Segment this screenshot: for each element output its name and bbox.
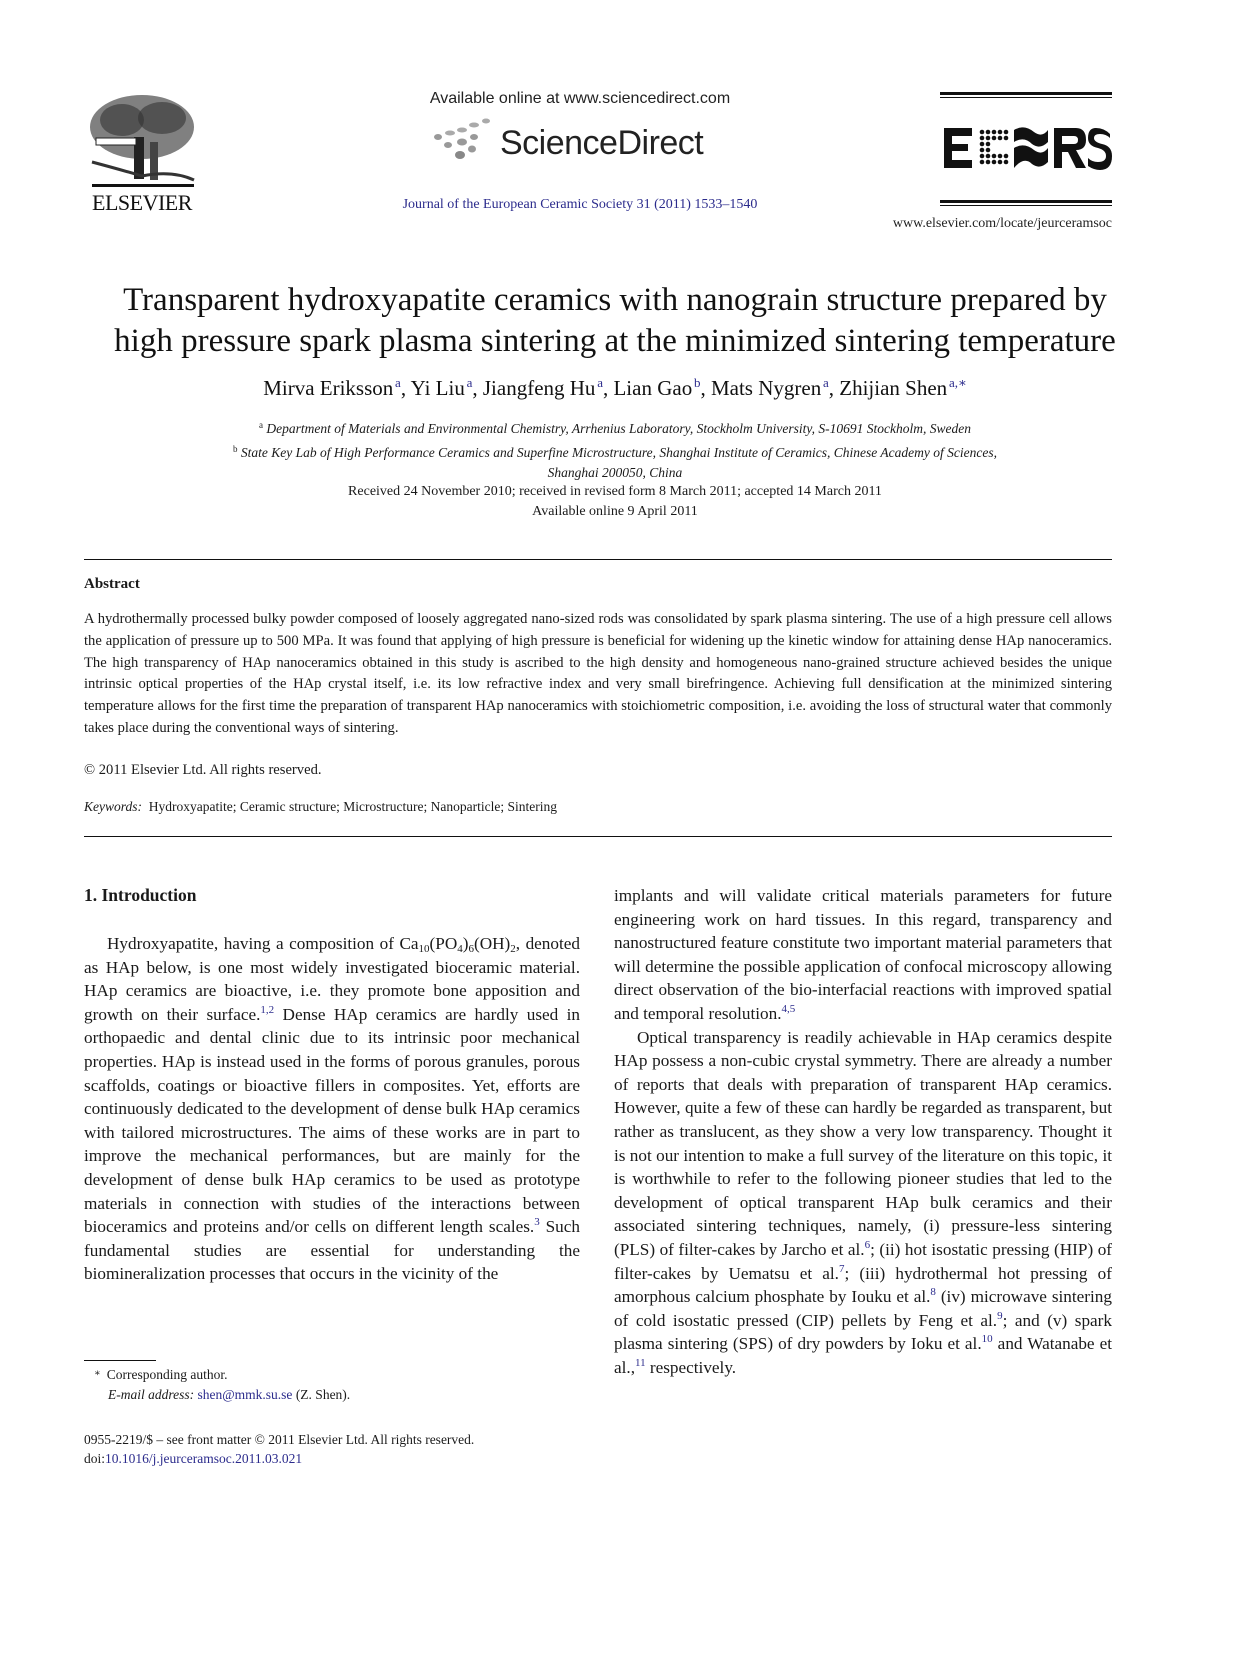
citation-link[interactable]: 6	[864, 1238, 871, 1251]
doi-prefix: doi:	[84, 1451, 106, 1466]
author[interactable]	[711, 376, 829, 400]
citation-link[interactable]: 1,2	[260, 1003, 275, 1016]
author-name: Mats Nygren	[710, 376, 822, 400]
affiliation-mark[interactable]: a	[597, 375, 603, 390]
affiliation-mark[interactable]: b	[693, 375, 701, 390]
email-label: E-mail address:	[108, 1387, 195, 1402]
corresponding-text: Corresponding author.	[106, 1367, 228, 1382]
available-date: Available online 9 April 2011	[532, 504, 698, 519]
right-column	[614, 884, 1112, 1379]
abstract-heading: Abstract	[84, 576, 140, 592]
citation-link[interactable]: 3	[534, 1216, 540, 1229]
ecers-top-rule	[940, 92, 1112, 98]
affiliation-text: State Key Lab of High Performance Ceramics and Superfine Microstructure, Shanghai Institute of Ceramics, Chinese Academy of Sciences,	[240, 445, 997, 460]
journal-citation-link[interactable]: Journal of the European Ceramic Society 31 (2011) 1533–1540	[402, 197, 758, 212]
affiliations	[100, 415, 1130, 483]
issn-line: 0955-2219/$ – see front matter © 2011 Elsevier Ltd. All rights reserved.	[84, 1432, 475, 1447]
email-link[interactable]: shen@mmk.su.se	[197, 1387, 293, 1402]
doi-line	[84, 1451, 302, 1467]
journal-url-link[interactable]: www.elsevier.com/locate/jeurceramsoc	[892, 216, 1112, 231]
affiliation-mark[interactable]: a	[395, 375, 401, 390]
citation-link[interactable]: 11	[635, 1356, 646, 1369]
divider-top	[84, 559, 1112, 560]
intro-paragraph-1: Hydroxyapatite, having a composition of $Ca_{10}(PO_4)_6(OH)_2$, denoted as HAp below, is one most widely investigated bioceramic material. HAp ceramics are bioactive, i.e. they promote bone apposition and growth on their surface.$^{1,2}$ Dense HAp ceramics are hardly used in orthopaedic and dental clinic due to its intrinsic poor mechanical properties. HAp is instead used in the forms of porous granules, porous scaffolds, coatings or bioactive fillers in composites. Yet, efforts are continuously dedicated to the development of dense bulk HAp ceramics with tailored microstructures. The aims of these works are in part to improve the mechanical performances, but are mainly for the development of dense bulk HAp ceramics to be used as prototype materials in connection with studies of the interactions between bioceramics and proteins and/or cells on different length scales.$^3$ Such fundamental studies are essential for understanding the biomineralization processes that occurs in the vicinity of the	[84, 934, 580, 1284]
email-suffix: (Z. Shen).	[292, 1387, 351, 1402]
citation-link[interactable]: 10	[981, 1333, 993, 1346]
keywords-label: Keywords:	[84, 799, 142, 814]
affiliation-mark[interactable]: a	[822, 375, 829, 390]
separator: ,	[828, 376, 840, 400]
author-name: Mirva Eriksson	[263, 376, 394, 400]
author-name: Zhijian Shen	[839, 376, 948, 400]
citation-link[interactable]: 4,5	[781, 1002, 796, 1015]
title-line-1: Transparent hydroxyapatite ceramics with nanograin structure prepared by	[123, 282, 1107, 318]
author-list	[60, 375, 1170, 401]
author[interactable]	[411, 376, 473, 400]
email-note	[108, 1387, 350, 1403]
affiliation-b	[100, 439, 1130, 463]
affiliation-b-cont: Shanghai 200050, China	[547, 465, 683, 480]
author-name: Jiangfeng Hu	[482, 376, 596, 400]
separator: ,	[472, 376, 483, 400]
separator: ,	[400, 376, 411, 400]
corresponding-author-note	[94, 1367, 228, 1383]
section-heading-introduction: 1. Introduction	[84, 885, 197, 905]
ecers-bottom-rule	[940, 200, 1112, 206]
keywords-list: Hydroxyapatite; Ceramic structure; Microstructure; Nanoparticle; Sintering	[148, 799, 557, 814]
tree-icon	[82, 92, 202, 192]
author-name: Lian Gao	[613, 376, 693, 400]
affiliation-mark[interactable]: a,∗	[948, 375, 967, 390]
separator: ,	[700, 376, 711, 400]
author-name: Yi Liu	[410, 376, 465, 400]
intro-paragraph-1-cont: implants and will validate critical materials parameters for future engineering work on hard tissues. In this regard, transparency and nanostructured feature constitute two important material parameters that will determine the possible application of confocal microscopy allowing direct observation of the bio-interfacial reactions with improved spatial and temporal resolution.$^{4,5}$	[614, 886, 1112, 1023]
footnote-rule	[84, 1360, 156, 1361]
divider-bottom	[84, 836, 1112, 837]
author[interactable]	[839, 376, 967, 400]
article-dates	[100, 482, 1130, 522]
author[interactable]	[263, 376, 401, 400]
affiliation-a	[100, 415, 1130, 439]
author[interactable]	[613, 376, 700, 400]
separator: ,	[602, 376, 614, 400]
ecers-logo-icon	[944, 122, 1112, 174]
article-title	[60, 280, 1170, 362]
citation-link[interactable]: 9	[997, 1309, 1003, 1322]
title-line-2: high pressure spark plasma sintering at the minimized sintering temperature	[114, 323, 1116, 359]
received-dates: Received 24 November 2010; received in revised form 8 March 2011; accepted 14 March 2011	[348, 484, 882, 499]
affiliation-mark: b	[232, 444, 238, 454]
citation-link[interactable]: 8	[930, 1286, 936, 1299]
asterisk-mark: ∗	[94, 1368, 101, 1379]
left-column	[84, 932, 580, 1286]
affiliation-text: Department of Materials and Environmental Chemistry, Arrhenius Laboratory, Stockholm University, S-10691 Stockholm, Sweden	[266, 421, 972, 436]
affiliation-mark[interactable]: a	[466, 375, 473, 390]
affiliation-mark: a	[258, 420, 263, 430]
citation-link[interactable]: 7	[838, 1262, 845, 1275]
abstract-body: A hydrothermally processed bulky powder composed of loosely aggregated nano-sized rods was consolidated by spark plasma sintering. The use of a high pressure cell allows the application of pressure up to 500 MPa. It was found that applying of high pressure is beneficial for widening up the kinetic window for attaining dense HAp nanoceramics. The high transparency of HAp nanoceramics obtained in this study is ascribed to the high density and homogeneous nano-grained structure achieved besides the unique intrinsic optical properties of the HAp crystal itself, i.e. its low refractive index and very small birefringence. Achieving full densification at the minimized sintering temperature allows for the first time the preparation of transparent HAp nanoceramics with stoichiometric composition, i.e. avoiding the loss of structural water that commonly takes place during the conventional ways of sintering.	[84, 611, 1112, 736]
author[interactable]	[483, 376, 603, 400]
abstract-copyright: © 2011 Elsevier Ltd. All rights reserved.	[84, 762, 322, 778]
publisher-name: ELSEVIER	[92, 190, 192, 215]
doi-link[interactable]: 10.1016/j.jeurceramsoc.2011.03.021	[105, 1451, 303, 1466]
keywords	[84, 799, 557, 815]
intro-paragraph-2: Optical transparency is readily achievable in HAp ceramics despite HAp possess a non-cubic crystal symmetry. There are already a number of reports that deals with preparation of transparent HAp ceramics. However, quite a few of these can hardly be regarded as transparent, but rather as translucent, as they show a very low transparency. Thought it is not our intention to make a full survey of the literature on this topic, it is worthwhile to refer to the following pioneer studies that led to the development of optical transparent HAp bulk ceramics and their associated sintering techniques, namely, (i) pressure-less sintering (PLS) of filter-cakes by Jarcho et al.$^6$; (ii) hot isostatic pressing (HIP) of filter-cakes by Uematsu et al.$^7$; (iii) hydrothermal hot pressing of amorphous calcium phosphate by Iouku et al.$^8$ (iv) microwave sintering of cold isostatic pressed (CIP) pellets by Feng et al.$^9$; and (v) spark plasma sintering (SPS) of dry powders by Ioku et al.$^{10}$ and Watanabe et al.,$^{11}$ respectively.	[614, 1027, 1113, 1377]
available-online-text[interactable]: Available online at www.sciencedirect.com	[429, 90, 731, 107]
sciencedirect-logo-text: ScienceDirect	[500, 124, 704, 162]
